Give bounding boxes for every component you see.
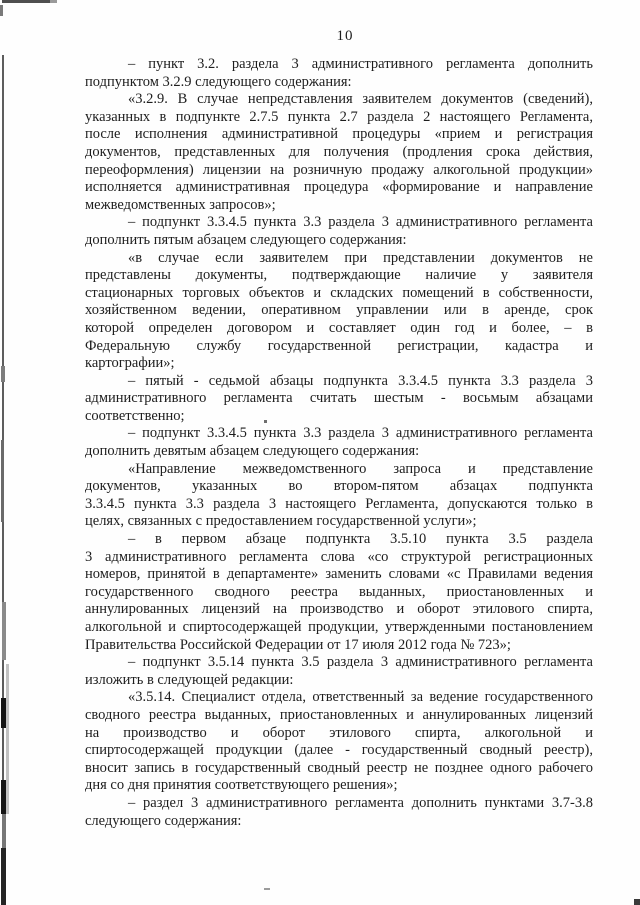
text-line: дополнить пятым абзацем следующего содержания:: [85, 231, 407, 248]
text-line: дня со дня принятия соответствующего решения»;: [85, 777, 398, 794]
scan-artifact-top-tick: [0, 5, 3, 16]
scan-artifact-blob: [1, 366, 5, 382]
text-line: следующего содержания:: [85, 812, 242, 829]
text-line: «Направление межведомственного запроса и представление: [128, 460, 593, 477]
text-line: изложить в следующей редакции:: [85, 671, 294, 688]
text-line: – пятый - седьмой абзацы подпункта 3.3.4.5 пункта 3.3 раздела 3: [128, 372, 593, 389]
text-line: указанных в подпункте 2.7.5 пункта 2.7 раздела 2 настоящего Регламента,: [85, 108, 593, 125]
scan-artifact-speck: [264, 888, 270, 890]
text-line: подпунктом 3.2.9 следующего содержания:: [85, 73, 352, 90]
text-line: которой определен договором и составляет один год и более, – в: [85, 319, 593, 336]
text-line: документов, указанных во втором-пятом абзацах подпункта: [85, 478, 593, 495]
text-line: переоформления) лицензии на розничную продажу алкогольной продукции»: [85, 161, 593, 178]
text-line: представлены документы, подтверждающие наличие у заявителя: [85, 267, 593, 284]
text-line: стационарных торговых объектов и складских помещений в собственности,: [85, 284, 593, 301]
scan-artifact-blob: [1, 780, 6, 814]
scan-artifact-top-line-2: [50, 0, 57, 3]
text-line: дополнить девятым абзацем следующего содержания:: [85, 443, 420, 460]
text-line: – в первом абзаце подпункта 3.5.10 пункта 3.5 раздела: [128, 531, 593, 548]
scan-artifact-band: [6, 664, 9, 814]
text-line: межведомственных запросов»;: [85, 196, 276, 213]
text-line: – подпункт 3.5.14 пункта 3.5 раздела 3 административного регламента: [128, 654, 593, 671]
scan-artifact-blob: [2, 814, 6, 848]
text-line: «3.5.14. Специалист отдела, ответственный за ведение государственного: [128, 689, 593, 706]
text-line: хозяйственном ведении, оперативном управлении или в аренде, срок: [85, 302, 593, 319]
text-line: исполняется административная процедура «формирование и направление: [85, 179, 593, 196]
text-line: спиртосодержащей продукции (далее - государственный сводный реестр),: [85, 742, 593, 759]
text-line: Федеральную службу государственной регистрации, кадастра и: [85, 337, 593, 354]
text-line: «в случае если заявителем при представлении документов не: [128, 249, 593, 266]
text-line: «3.2.9. В случае непредставления заявителем документов (сведений),: [128, 91, 593, 108]
scan-artifact-corner: [634, 899, 640, 905]
text-line: после исполнения административной процедуры «прием и регистрация: [85, 126, 593, 143]
text-line: государственного сводного реестра выданных, приостановленных и: [85, 583, 593, 600]
scan-artifact-blob: [1, 848, 6, 905]
text-line: сводного реестра выданных, приостановленных и аннулированных лицензий: [85, 706, 593, 723]
text-line: алкогольной и спиртосодержащей продукции, утвержденными постановлением: [85, 619, 593, 635]
text-line: целях, связанных с предоставлением государственной услуги»;: [85, 513, 477, 530]
scan-artifact-top-line: [2, 0, 50, 3]
document-body: [85, 56, 593, 830]
text-line: на производство и оборот этилового спирта, алкогольной и: [85, 724, 593, 741]
text-line: – раздел 3 административного регламента дополнить пунктами 3.7-3.8: [128, 794, 593, 811]
text-line: Правительства Российской Федерации от 17 июля 2012 года № 723»;: [85, 636, 511, 653]
text-line: – подпункт 3.3.4.5 пункта 3.3 раздела 3 административного регламента: [128, 214, 593, 231]
text-line: вносит запись в государственный сводный реестр не позднее одного рабочего: [85, 759, 593, 776]
scan-artifact-blob: [1, 440, 4, 522]
text-line: аннулированных лицензий на производство и оборот этилового спирта,: [85, 601, 593, 618]
page-number: 10: [336, 28, 354, 44]
text-line: документов, представленных для получения (продления срока действия,: [85, 143, 593, 160]
text-line: картографии»;: [85, 355, 175, 372]
text-line: – подпункт 3.3.4.5 пункта 3.3 раздела 3 административного регламента: [128, 425, 593, 442]
text-line: – пункт 3.2. раздела 3 административного регламента дополнить: [128, 56, 593, 72]
text-line: 3 административного регламента слова «со структурой регистрационных: [85, 548, 593, 565]
text-line: номеров, принятой в департаменте» заменить словами «с Правилами ведения: [85, 566, 593, 583]
text-line: соответственно;: [85, 407, 185, 424]
text-line: административного регламента считать шестым - восьмым абзацами: [85, 390, 593, 407]
text-line: 3.3.4.5 пункта 3.3 раздела 3 настоящего Регламента, допускаются только в: [85, 495, 593, 512]
scan-artifact-blob: [2, 602, 6, 660]
